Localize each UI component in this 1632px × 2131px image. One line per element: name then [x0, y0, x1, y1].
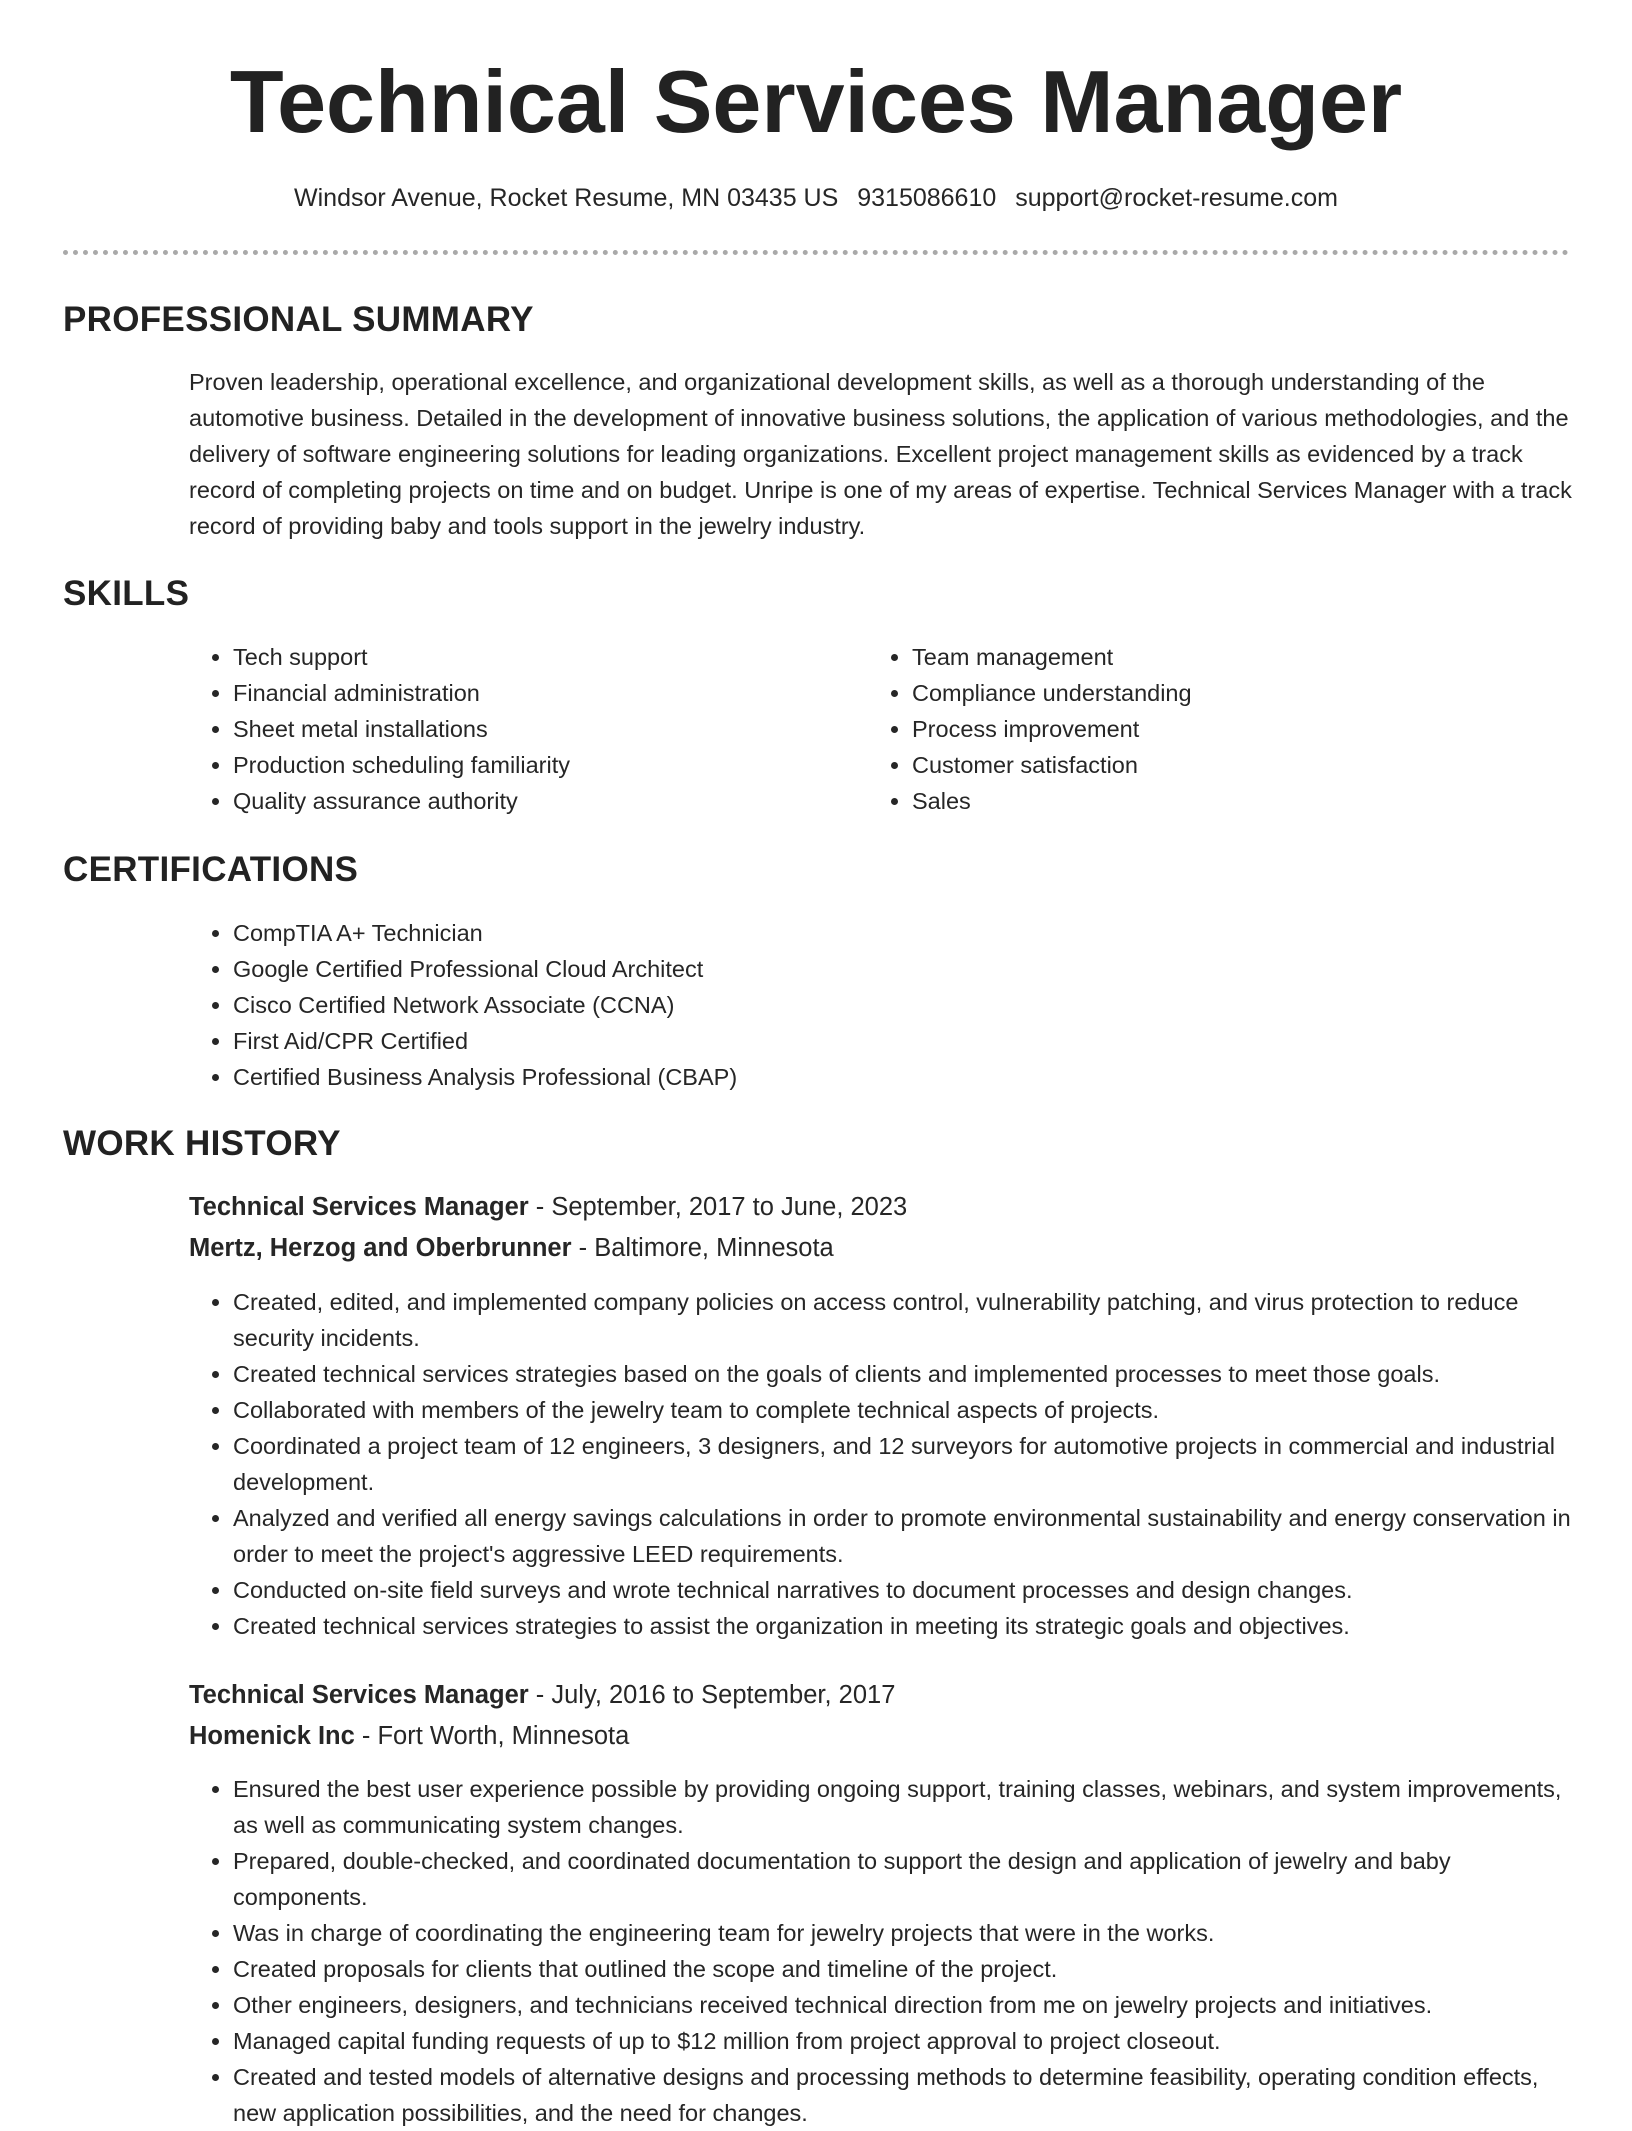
list-item: • Customer satisfaction [912, 747, 1532, 783]
job-title-line [189, 1677, 895, 1713]
phone: 9315086610 [857, 184, 997, 212]
list-item: • Tech support [233, 639, 853, 675]
list-item: • Process improvement [912, 711, 1532, 747]
list-item: • Conducted on-site field surveys and wrote technical narratives to document processes and design changes. [233, 1572, 1574, 1608]
list-item: • Google Certified Professional Cloud Architect [233, 951, 1613, 987]
job-dates: - September, 2017 to June, 2023 [528, 1193, 908, 1221]
list-item: • Managed capital funding requests of up to $12 million from project approval to project closeout. [233, 2023, 1574, 2059]
job-location: - Baltimore, Minnesota [571, 1234, 834, 1262]
job-company-line [189, 1230, 834, 1266]
job-dates: - July, 2016 to September, 2017 [528, 1681, 896, 1709]
list-item: • Cisco Certified Network Associate (CCNA) [233, 987, 1613, 1023]
list-item: • Certified Business Analysis Professional (CBAP) [233, 1059, 1613, 1095]
list-item: • Quality assurance authority [233, 783, 853, 819]
list-item: • Created, edited, and implemented company policies on access control, vulnerability patching, and virus protection to reduce security incidents. [233, 1284, 1574, 1356]
job-company: Homenick Inc [189, 1722, 355, 1750]
list-item: • Created technical services strategies to assist the organization in meeting its strategic goals and objectives. [233, 1608, 1574, 1644]
job-bullets [189, 1284, 1574, 1644]
list-item: • Collaborated with members of the jewelry team to complete technical aspects of projects. [233, 1392, 1574, 1428]
work-history-heading: WORK HISTORY [63, 1124, 341, 1163]
list-item: • Production scheduling familiarity [233, 747, 853, 783]
list-item: • Was in charge of coordinating the engineering team for jewelry projects that were in the works. [233, 1915, 1574, 1951]
list-item: • CompTIA A+ Technician [233, 915, 1613, 951]
list-item: • Compliance understanding [912, 675, 1532, 711]
header-divider [63, 250, 1569, 255]
email: support@rocket-resume.com [1015, 184, 1338, 212]
summary-heading: PROFESSIONAL SUMMARY [63, 300, 534, 339]
job-title: Technical Services Manager [189, 1681, 529, 1709]
list-item: • Other engineers, designers, and technicians received technical direction from me on jewelry projects and initiatives. [233, 1987, 1574, 2023]
list-item: • Financial administration [233, 675, 853, 711]
resume-name: Technical Services Manager [229, 52, 1403, 151]
list-item: • Team management [912, 639, 1532, 675]
address: Windsor Avenue, Rocket Resume, MN 03435 US [294, 184, 839, 212]
list-item: • Created technical services strategies based on the goals of clients and implemented processes to meet those goals. [233, 1356, 1574, 1392]
list-item: • Ensured the best user experience possible by providing ongoing support, training classes, webinars, and system improvements, as well as communicating system changes. [233, 1771, 1574, 1843]
job-title-line [189, 1189, 907, 1225]
contact-line [0, 180, 1632, 216]
list-item: • Created proposals for clients that outlined the scope and timeline of the project. [233, 1951, 1574, 1987]
list-item: • Prepared, double-checked, and coordinated documentation to support the design and application of jewelry and baby components. [233, 1843, 1574, 1915]
certifications-list [189, 915, 1613, 1095]
skills-list-left [189, 639, 853, 819]
skills-list-right [868, 639, 1532, 819]
list-item: • Sales [912, 783, 1532, 819]
list-item: • Analyzed and verified all energy savings calculations in order to promote environmental sustainability and energy conservation in order to meet the project's aggressive LEED requirements. [233, 1500, 1574, 1572]
job-company: Mertz, Herzog and Oberbrunner [189, 1234, 572, 1262]
job-title: Technical Services Manager [189, 1193, 529, 1221]
job-bullets [189, 1771, 1574, 2131]
list-item: • First Aid/CPR Certified [233, 1023, 1613, 1059]
certifications-heading: CERTIFICATIONS [63, 850, 359, 889]
list-item: • Created and tested models of alternative designs and processing methods to determine feasibility, operating condition effects, new application possibilities, and the need for changes. [233, 2059, 1574, 2131]
job-location: - Fort Worth, Minnesota [354, 1722, 630, 1750]
list-item: • Coordinated a project team of 12 engineers, 3 designers, and 12 surveyors for automotive projects in commercial and industrial development. [233, 1428, 1574, 1500]
skills-heading: SKILLS [63, 574, 190, 613]
list-item: • Sheet metal installations [233, 711, 853, 747]
summary-text: Proven leadership, operational excellence, and organizational development skills, as well as a thorough understanding of the automotive business. Detailed in the development of innovative business solutions, the application of various methodologies, and the delivery of software engineering solutions for leading organizations. Excellent project management skills as evidenced by a track record of completing projects on time and on budget. Unripe is one of my areas of expertise. Technical Services Manager with a track record of providing baby and tools support in the jewelry industry. [189, 369, 1572, 539]
job-company-line [189, 1718, 629, 1754]
